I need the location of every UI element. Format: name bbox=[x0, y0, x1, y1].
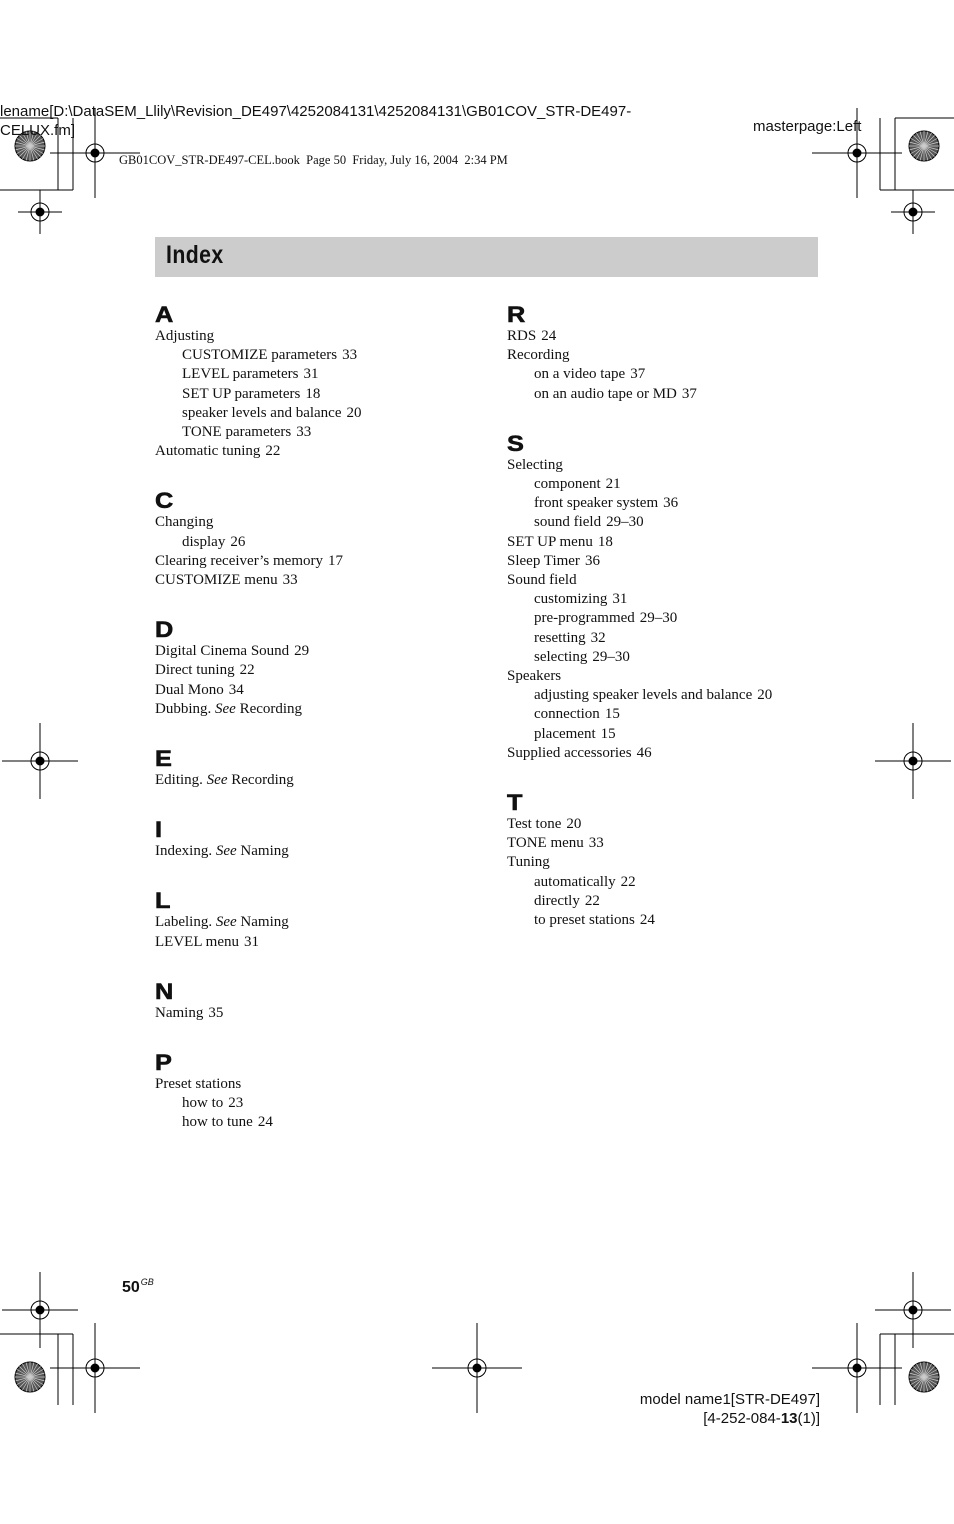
registration-dot bbox=[91, 149, 99, 157]
entry-term: SET UP menu bbox=[507, 533, 593, 550]
entry-term: sound field bbox=[534, 514, 602, 531]
entry-page-number: 22 bbox=[265, 443, 281, 460]
index-subentry bbox=[155, 1113, 485, 1132]
index-entry bbox=[507, 533, 837, 552]
entry-page-number: 20 bbox=[757, 687, 773, 704]
entry-term: selecting bbox=[534, 648, 588, 665]
entry-term: Recording bbox=[507, 347, 570, 364]
index-entry bbox=[507, 346, 837, 365]
index-entry bbox=[155, 661, 485, 680]
index-entry bbox=[507, 456, 837, 475]
registration-dot bbox=[36, 208, 44, 216]
section-letter: R bbox=[507, 302, 526, 327]
entry-page-number: 37 bbox=[681, 385, 697, 402]
entry-term: on an audio tape or MD bbox=[534, 385, 677, 402]
filename-line-1: lename[D:\DataSEM_Llily\Revision_DE497\4252084131\4252084131\GB01COV_STR-DE497- bbox=[0, 103, 632, 120]
entry-term: Editing. bbox=[155, 772, 203, 789]
entry-term: Naming bbox=[155, 1004, 204, 1021]
entry-term: Test tone bbox=[507, 816, 562, 833]
index-entry bbox=[507, 667, 837, 686]
index-entry bbox=[507, 744, 837, 763]
index-entry bbox=[155, 513, 485, 532]
section-letter: P bbox=[155, 1050, 172, 1076]
index-subentry bbox=[507, 629, 837, 648]
index-section bbox=[155, 980, 485, 1023]
index-subentry bbox=[507, 494, 837, 513]
registration-dot bbox=[473, 1364, 481, 1372]
entry-page-number: 20 bbox=[566, 816, 582, 833]
entry-page-number: 31 bbox=[244, 933, 260, 950]
see-target: Recording bbox=[231, 772, 294, 789]
index-entry bbox=[507, 834, 837, 853]
entry-term: LEVEL menu bbox=[155, 933, 240, 950]
entry-term: Indexing. bbox=[155, 843, 213, 860]
entry-page-number: 24 bbox=[541, 328, 557, 344]
see-target: Naming bbox=[240, 843, 289, 860]
entry-page-number: 22 bbox=[584, 892, 600, 909]
see-reference: See bbox=[215, 843, 237, 860]
index-entry bbox=[507, 815, 837, 834]
entry-term: how to tune bbox=[182, 1114, 253, 1131]
entry-term: TONE menu bbox=[507, 835, 584, 852]
index-entry bbox=[507, 853, 837, 872]
entry-page-number: 33 bbox=[342, 347, 358, 364]
entry-page-number: 33 bbox=[296, 424, 312, 441]
entry-term: CUSTOMIZE parameters bbox=[182, 347, 338, 364]
book-info-line: GB01COV_STR-DE497-CEL.book Page 50 Friday, July 16, 2004 2:34 PM bbox=[119, 153, 508, 167]
registration-dot bbox=[853, 149, 861, 157]
section-letter: C bbox=[155, 488, 174, 514]
index-subentry bbox=[507, 911, 837, 930]
entry-term: LEVEL parameters bbox=[182, 366, 299, 383]
entry-term: customizing bbox=[534, 591, 608, 608]
index-section bbox=[507, 303, 837, 404]
page-title: Index bbox=[166, 241, 224, 269]
part-number-bold: 13 bbox=[780, 1410, 798, 1427]
index-entry bbox=[155, 771, 485, 790]
entry-term: Automatic tuning bbox=[155, 443, 261, 460]
entry-term: automatically bbox=[534, 873, 616, 890]
index-entry bbox=[155, 1075, 485, 1094]
index-entry bbox=[507, 552, 837, 571]
index-subentry bbox=[155, 385, 485, 404]
index-subentry bbox=[507, 873, 837, 892]
registration-dot bbox=[909, 208, 917, 216]
index-section bbox=[155, 889, 485, 951]
entry-page-number: 15 bbox=[600, 725, 616, 742]
entry-term: Sound field bbox=[507, 572, 577, 589]
entry-page-number: 18 bbox=[597, 533, 613, 550]
index-subentry bbox=[155, 365, 485, 384]
index-subentry bbox=[155, 404, 485, 423]
index-section bbox=[155, 303, 485, 461]
entry-page-number: 37 bbox=[630, 366, 646, 383]
entry-page-number: 22 bbox=[620, 873, 636, 890]
entry-term: SET UP parameters bbox=[182, 385, 301, 402]
index-entry bbox=[155, 842, 485, 861]
entry-page-number: 20 bbox=[346, 404, 362, 421]
see-reference: See bbox=[215, 700, 236, 717]
entry-page-number: 29–30 bbox=[639, 610, 678, 627]
part-number-suffix: (1)] bbox=[797, 1410, 820, 1427]
entry-term: Clearing receiver’s memory bbox=[155, 552, 323, 569]
entry-term: speaker levels and balance bbox=[182, 404, 342, 421]
entry-page-number: 22 bbox=[239, 662, 255, 679]
section-letter: S bbox=[507, 430, 524, 456]
index-entry bbox=[155, 442, 485, 461]
filename-line-2: CELUX.fm] bbox=[0, 122, 76, 139]
entry-page-number: 29–30 bbox=[606, 514, 644, 531]
section-letter: D bbox=[155, 617, 174, 643]
entry-term: placement bbox=[534, 725, 596, 742]
section-letter: I bbox=[155, 817, 163, 843]
registration-dot bbox=[36, 1306, 44, 1314]
index-title-bar bbox=[155, 237, 818, 277]
entry-page-number: 31 bbox=[303, 366, 319, 383]
index-entry bbox=[507, 327, 837, 346]
part-number-line bbox=[703, 1410, 820, 1427]
index-subentry bbox=[507, 475, 837, 494]
entry-term: Sleep Timer bbox=[507, 552, 580, 569]
entry-page-number: 33 bbox=[282, 572, 298, 589]
entry-page-number: 21 bbox=[605, 476, 621, 493]
index-section bbox=[155, 747, 485, 790]
index-subentry bbox=[155, 423, 485, 442]
registration-dot bbox=[909, 1306, 917, 1314]
index-subentry bbox=[155, 1094, 485, 1113]
entry-term: resetting bbox=[534, 629, 586, 646]
section-letter: A bbox=[155, 302, 174, 327]
index-subentry bbox=[507, 609, 837, 628]
entry-term: Selecting bbox=[507, 456, 563, 473]
entry-page-number: 29 bbox=[294, 643, 310, 660]
entry-term: component bbox=[534, 476, 601, 493]
index-entry bbox=[155, 327, 485, 346]
index-subentry bbox=[155, 533, 485, 552]
index-entry bbox=[155, 571, 485, 590]
entry-term: on a video tape bbox=[534, 366, 626, 383]
index-subentry bbox=[507, 705, 837, 724]
index-section bbox=[155, 1051, 485, 1133]
entry-term: Digital Cinema Sound bbox=[155, 643, 290, 660]
entry-term: RDS bbox=[507, 328, 537, 344]
masterpage-label: masterpage:Left bbox=[753, 118, 862, 135]
entry-term: pre-programmed bbox=[534, 610, 635, 627]
entry-page-number: 33 bbox=[588, 835, 604, 852]
entry-term: how to bbox=[182, 1095, 224, 1112]
see-reference: See bbox=[206, 772, 228, 789]
index-subentry bbox=[507, 892, 837, 911]
index-section bbox=[155, 618, 485, 719]
entry-page-number: 17 bbox=[328, 552, 343, 569]
entry-term: Speakers bbox=[507, 668, 562, 685]
entry-term: directly bbox=[534, 892, 580, 909]
model-name-line: model name1[STR-DE497] bbox=[639, 1391, 820, 1408]
index-section bbox=[507, 432, 837, 763]
page-number-value: 50 bbox=[122, 1279, 140, 1296]
entry-page-number: 32 bbox=[590, 629, 606, 646]
index-entry bbox=[155, 933, 485, 952]
entry-page-number: 34 bbox=[228, 681, 244, 698]
index-entry bbox=[155, 642, 485, 661]
entry-page-number: 26 bbox=[230, 533, 246, 550]
index-entry bbox=[155, 913, 485, 932]
entry-term: Preset stations bbox=[155, 1076, 242, 1093]
entry-term: TONE parameters bbox=[182, 424, 292, 441]
entry-page-number: 31 bbox=[612, 591, 628, 608]
index-column-right bbox=[507, 303, 837, 958]
index-entry bbox=[155, 700, 485, 719]
page-number bbox=[122, 1277, 154, 1297]
entry-page-number: 24 bbox=[257, 1114, 273, 1131]
index-entry bbox=[155, 681, 485, 700]
registration-dot bbox=[91, 1364, 99, 1372]
entry-page-number: 36 bbox=[663, 495, 679, 512]
entry-term: Changing bbox=[155, 514, 214, 531]
entry-term: Adjusting bbox=[155, 328, 215, 344]
index-section bbox=[155, 489, 485, 590]
index-subentry bbox=[507, 725, 837, 744]
entry-page-number: 15 bbox=[604, 706, 620, 723]
entry-page-number: 29–30 bbox=[592, 648, 630, 665]
entry-page-number: 18 bbox=[305, 385, 321, 402]
index-section bbox=[155, 818, 485, 861]
index-subentry bbox=[507, 590, 837, 609]
see-reference: See bbox=[215, 914, 237, 931]
index-subentry bbox=[507, 365, 837, 384]
entry-page-number: 46 bbox=[636, 744, 652, 761]
page-number-suffix: GB bbox=[140, 1277, 154, 1287]
registration-dot bbox=[853, 1364, 861, 1372]
entry-term: display bbox=[182, 533, 226, 550]
see-target: Naming bbox=[240, 914, 289, 931]
entry-term: to preset stations bbox=[534, 912, 635, 929]
entry-term: Direct tuning bbox=[155, 662, 235, 679]
entry-term: Supplied accessories bbox=[507, 744, 632, 761]
entry-term: Dubbing. bbox=[155, 700, 212, 717]
entry-page-number: 36 bbox=[584, 552, 600, 569]
entry-term: connection bbox=[534, 706, 600, 723]
see-target: Recording bbox=[239, 700, 303, 717]
entry-term: Dual Mono bbox=[155, 681, 224, 698]
entry-page-number: 23 bbox=[228, 1095, 244, 1112]
index-section bbox=[507, 791, 837, 930]
entry-term: Labeling. bbox=[155, 914, 213, 931]
index-entry bbox=[155, 552, 485, 571]
index-column-left bbox=[155, 303, 485, 1161]
registration-dot bbox=[36, 757, 44, 765]
entry-term: front speaker system bbox=[534, 495, 659, 512]
index-entry bbox=[507, 571, 837, 590]
section-letter: N bbox=[155, 978, 174, 1004]
entry-term: CUSTOMIZE menu bbox=[155, 572, 278, 589]
index-subentry bbox=[507, 648, 837, 667]
entry-term: Tuning bbox=[507, 854, 550, 871]
index-subentry bbox=[507, 513, 837, 532]
index-subentry bbox=[507, 686, 837, 705]
index-subentry bbox=[155, 346, 485, 365]
entry-term: adjusting speaker levels and balance bbox=[534, 687, 753, 704]
section-letter: E bbox=[155, 746, 172, 772]
entry-page-number: 35 bbox=[208, 1004, 224, 1021]
registration-dot bbox=[909, 757, 917, 765]
index-subentry bbox=[507, 385, 837, 404]
section-letter: L bbox=[155, 888, 171, 914]
part-number-prefix: [4-252-084- bbox=[703, 1410, 781, 1427]
entry-page-number: 24 bbox=[639, 912, 655, 929]
section-letter: T bbox=[507, 790, 523, 816]
index-entry bbox=[155, 1004, 485, 1023]
